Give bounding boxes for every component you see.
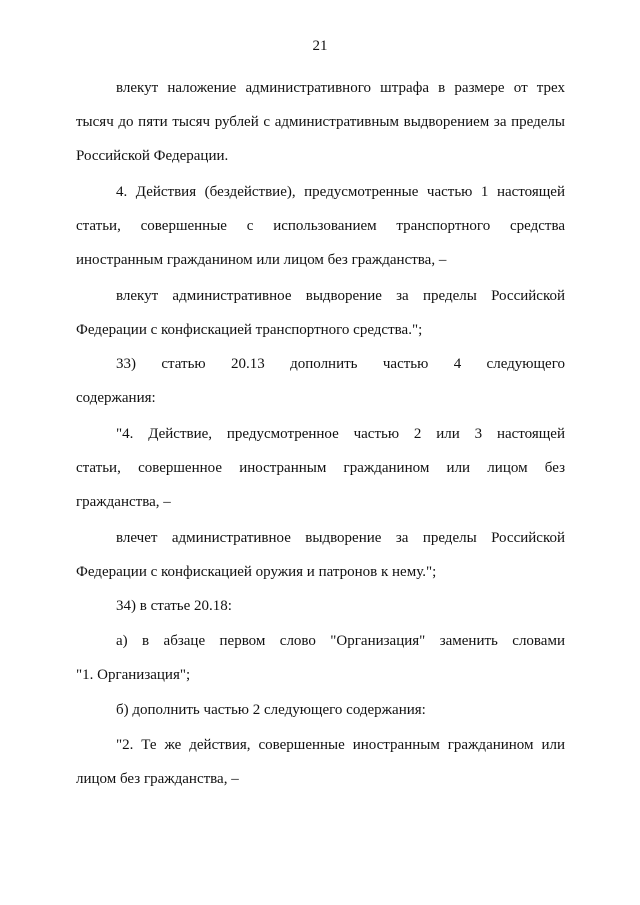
text-line: влечет административное выдворение за пределы Российской [116,530,565,546]
text-line: "1. Организация"; [76,667,191,683]
text-line: 4. Действия (бездействие), предусмотренные частью 1 настоящей [116,184,565,200]
page-number: 21 [312,38,328,54]
text-line: влекут административное выдворение за пределы Российской [116,288,565,304]
text-line: влекут наложение административного штрафа в размере от трех [116,80,565,96]
text-line: Российской Федерации. [76,148,229,164]
text-line: иностранным гражданином или лицом без гражданства, – [76,252,447,268]
text-line: содержания: [76,390,156,406]
text-line: 33) статью 20.13 дополнить частью 4 следующего [116,356,565,372]
text-line: Федерации с конфискацией оружия и патронов к нему."; [76,564,437,580]
text-line: "2. Те же действия, совершенные иностранным гражданином или [116,737,565,753]
text-line: Федерации с конфискацией транспортного средства."; [76,322,423,338]
text-line: 34) в статье 20.18: [116,598,232,614]
text-line: тысяч до пяти тысяч рублей с административным выдворением за пределы [76,114,565,130]
text-line: гражданства, – [76,494,171,510]
text-line: статьи, совершенное иностранным гражданином или лицом без [76,460,565,476]
text-line: статьи, совершенные с использованием транспортного средства [76,218,565,234]
text-line: "4. Действие, предусмотренное частью 2 или 3 настоящей [116,426,565,442]
text-line: а) в абзаце первом слово "Организация" заменить словами [116,633,565,649]
text-line: б) дополнить частью 2 следующего содержания: [116,702,426,718]
text-line: лицом без гражданства, – [76,771,239,787]
